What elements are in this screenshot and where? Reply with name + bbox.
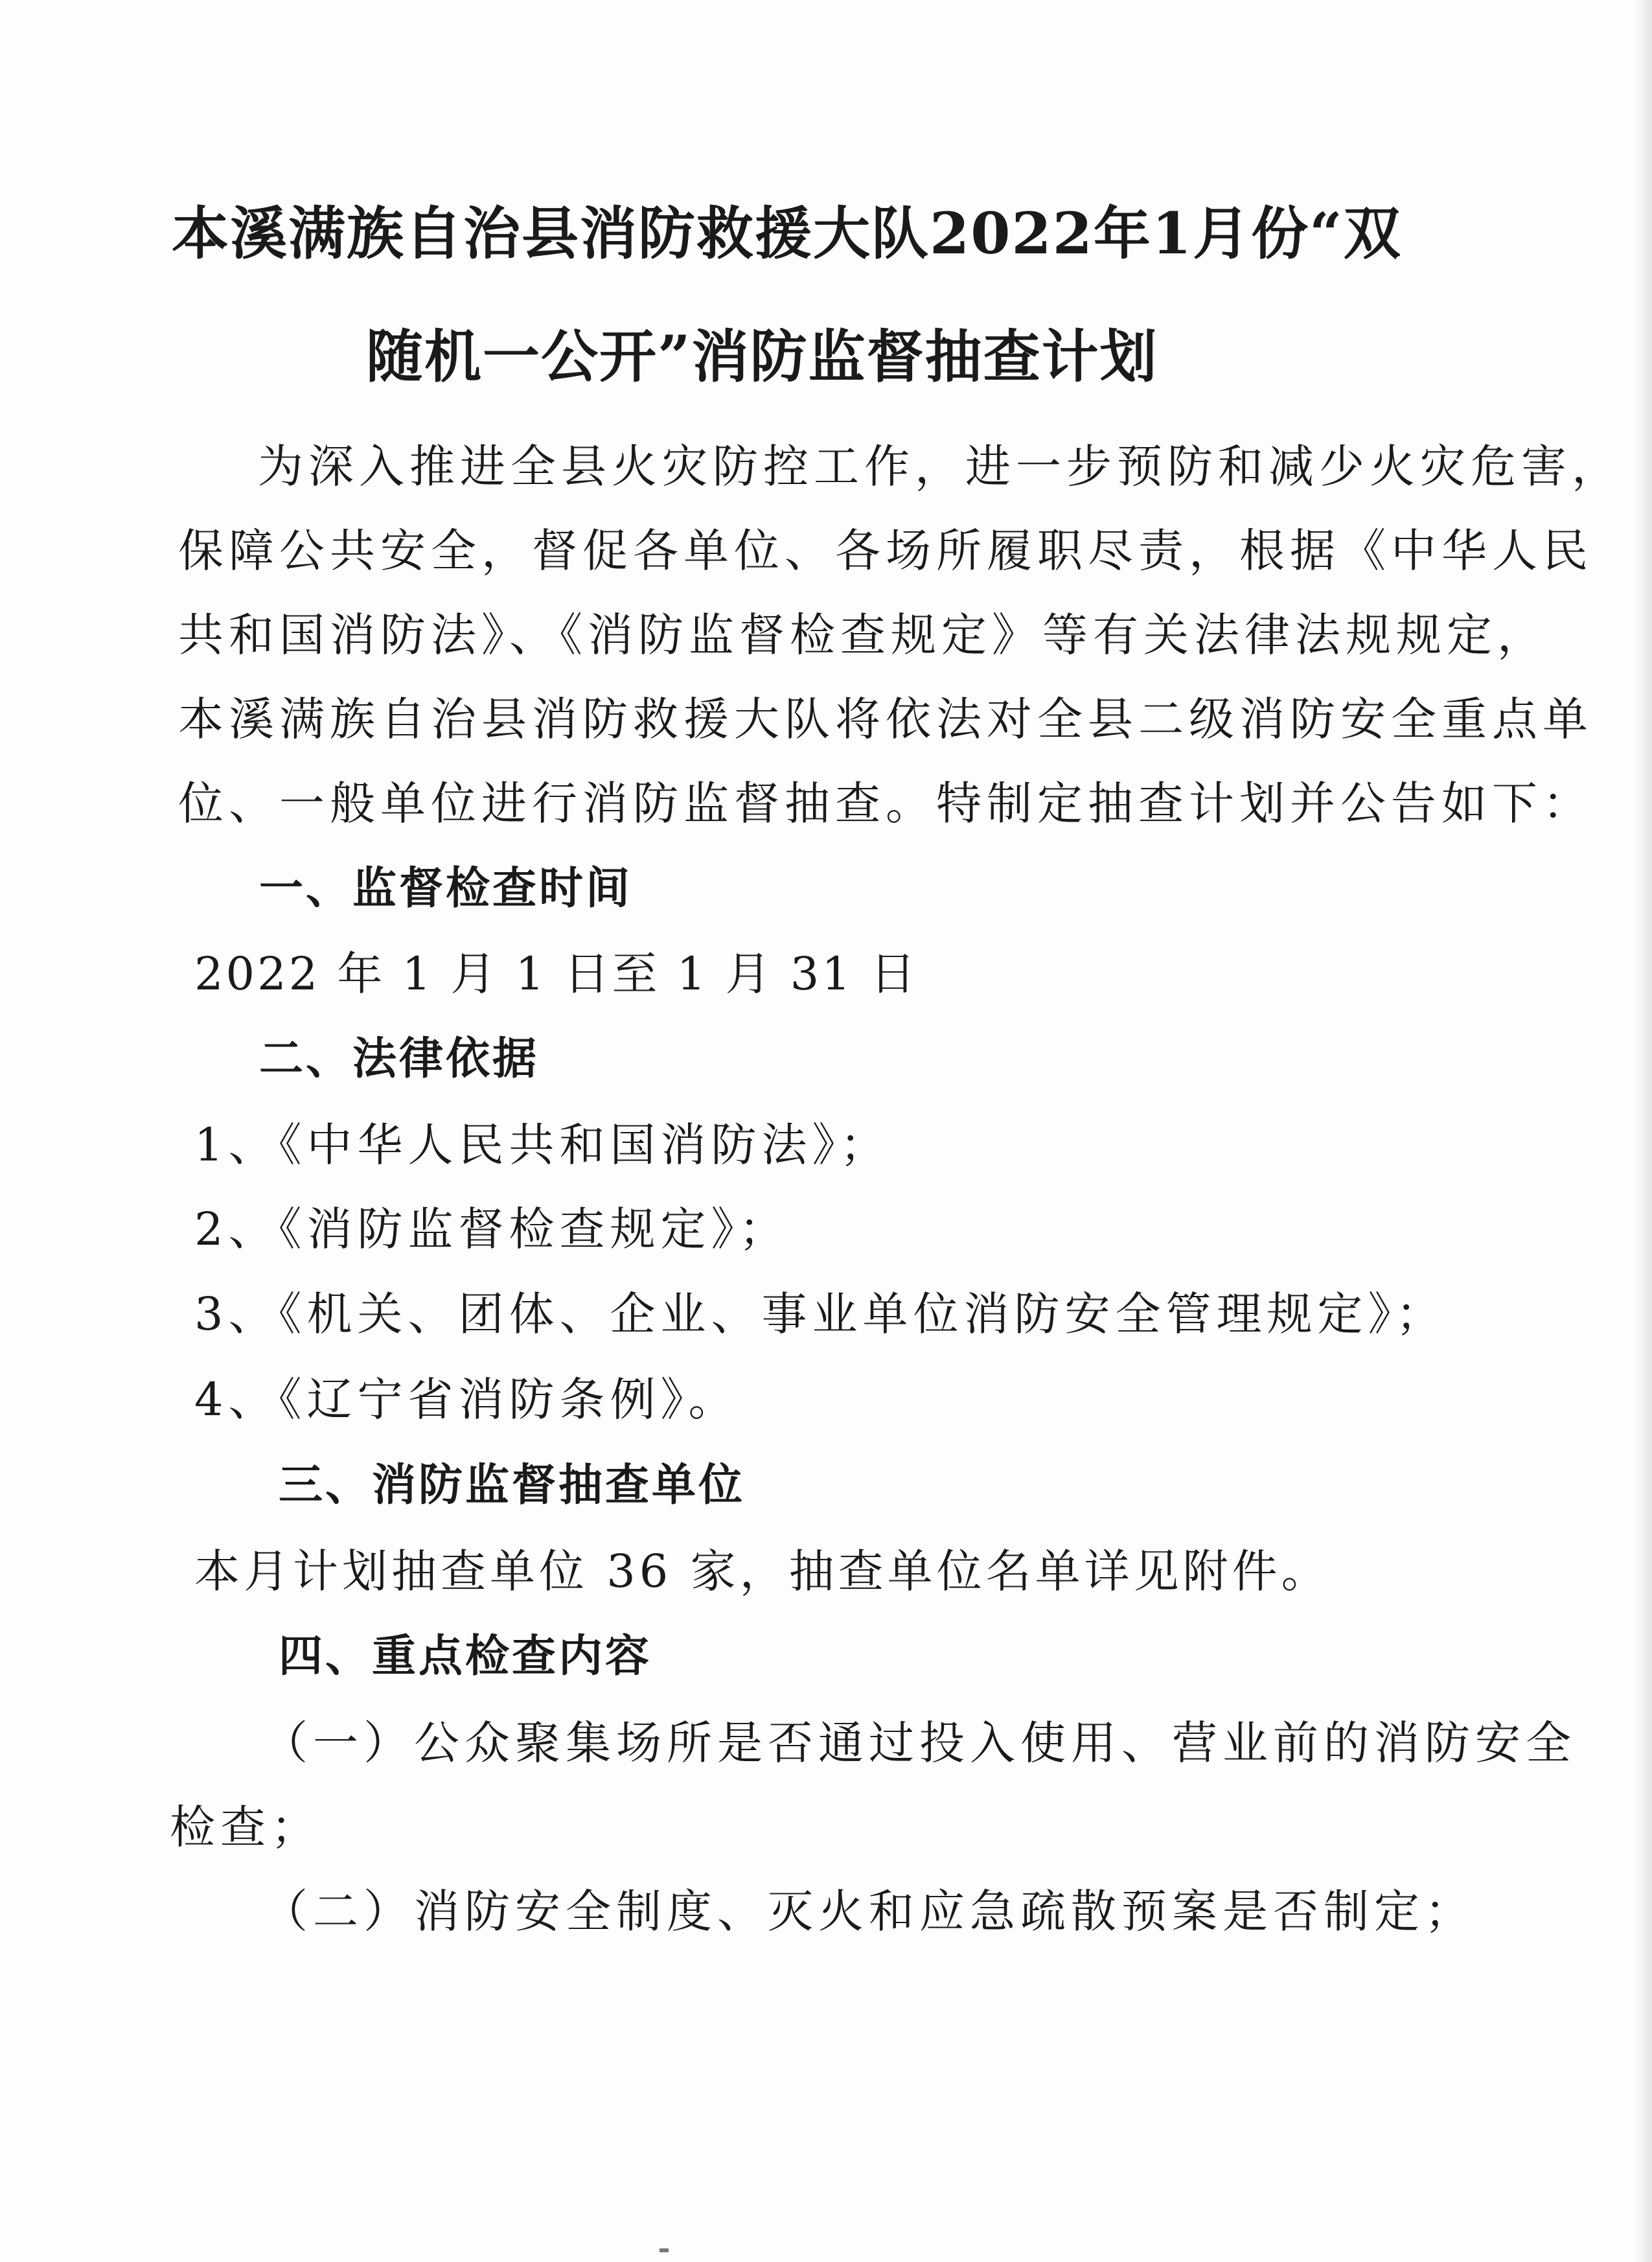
section-2-heading: 二、法律依据 bbox=[259, 1033, 540, 1085]
section-1-text: 2022 年 1 月 1 日至 1 月 31 日 bbox=[194, 947, 919, 1000]
inspection-item-2: （二）消防安全制度、灭火和应急疏散预案是否制定； bbox=[262, 1885, 1475, 1938]
section-1-heading: 一、监督检查时间 bbox=[259, 863, 633, 914]
intro-line-5: 位、一般单位进行消防监督抽查。特制定抽查计划并公告如下： bbox=[178, 777, 1593, 830]
intro-line-4: 本溪满族自治县消防救援大队将依法对全县二级消防安全重点单 bbox=[178, 693, 1593, 746]
section-4-heading: 四、重点检查内容 bbox=[279, 1631, 652, 1682]
law-item-3: 3、《机关、团体、企业、事业单位消防安全管理规定》； bbox=[194, 1287, 1447, 1341]
intro-line-3: 共和国消防法》、《消防监督检查规定》等有关法律法规规定， bbox=[178, 608, 1548, 662]
title-line-2: 随机一公开”消防监督抽查计划 bbox=[366, 323, 1158, 390]
section-3-text: 本月计划抽查单位 36 家，抽查单位名单详见附件。 bbox=[194, 1545, 1331, 1598]
inspection-item-1-cont: 检查； bbox=[170, 1801, 321, 1854]
law-item-2: 2、《消防监督检查规定》； bbox=[194, 1203, 790, 1256]
law-item-1: 1、《中华人民共和国消防法》； bbox=[194, 1118, 891, 1171]
section-3-heading: 三、消防监督抽查单位 bbox=[279, 1460, 746, 1511]
intro-line-2: 保障公共安全，督促各单位、各场所履职尽责，根据《中华人民 bbox=[178, 524, 1593, 577]
scan-edge-shadow bbox=[1634, 0, 1652, 2262]
intro-line-1: 为深入推进全县火灾防控工作，进一步预防和减少火灾危害， bbox=[258, 440, 1622, 493]
scan-artifact bbox=[660, 2248, 669, 2252]
title-line-1: 本溪满族自治县消防救援大队2022年1月份“双 bbox=[172, 200, 1402, 267]
law-item-4: 4、《辽宁省消防条例》。 bbox=[194, 1373, 739, 1426]
inspection-item-1: （一）公众聚集场所是否通过投入使用、营业前的消防安全 bbox=[262, 1716, 1576, 1770]
